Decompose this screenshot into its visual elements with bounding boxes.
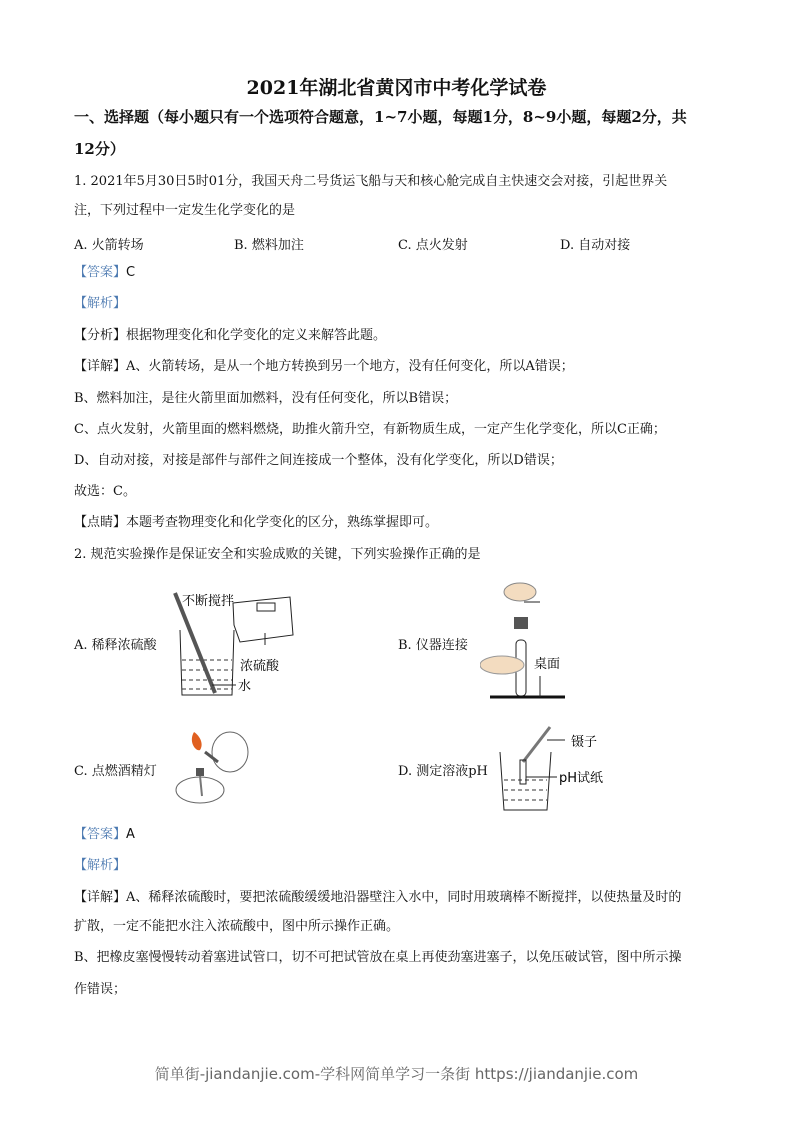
section-heading-cont: 12分） [74, 140, 125, 158]
q2-detail: B、把橡皮塞慢慢转动着塞进试管口，切不可把试管放在桌上再使劲塞进塞子，以免压破试管，图中所示操 [74, 950, 682, 965]
label-desk: 桌面 [534, 657, 561, 672]
alcohol-lamp-figure [160, 722, 260, 812]
q2-option-d: D. 测定溶液pH [398, 764, 488, 779]
q2-option-a: A. 稀释浓硫酸 [74, 638, 157, 653]
q1-answer [74, 264, 135, 282]
page-title: 2021年湖北省黄冈市中考化学试卷 [246, 77, 547, 99]
answer-value: A [126, 827, 135, 842]
ph-test-figure [495, 722, 615, 814]
answer-tag: 【答案】 [74, 265, 127, 280]
q2-option-c: C. 点燃酒精灯 [74, 764, 157, 779]
label-tweezers: 镊子 [571, 735, 598, 750]
instrument-connect-figure [480, 580, 580, 705]
q1-comment: 【点睛】本题考查物理变化和化学变化的区分，熟练掌握即可。 [74, 515, 439, 530]
q2-stem: 2. 规范实验操作是保证安全和实验成败的关键，下列实验操作正确的是 [74, 547, 481, 562]
q1-detail: B、燃料加注，是往火箭里面加燃料，没有任何变化，所以B错误； [74, 391, 458, 406]
q1-stem: 1. 2021年5月30日5时01分，我国天舟二号货运飞船与天和核心舱完成自主快速交会对接，引起世界关 [74, 174, 668, 189]
q2-detail: 作错误； [74, 982, 127, 997]
q2-answer [74, 826, 135, 844]
q1-fenxi: 【分析】根据物理变化和化学变化的定义来解答此题。 [74, 328, 387, 343]
answer-value: C [126, 265, 136, 280]
label-stir: 不断搅拌 [182, 594, 235, 609]
q2-option-b: B. 仪器连接 [398, 638, 468, 653]
q1-option-b: B. 燃料加注 [234, 238, 304, 253]
dilute-acid-figure [160, 585, 300, 700]
q1-analysis-tag: 【解析】 [74, 296, 127, 311]
q2-detail: 扩散，一定不能把水注入浓硫酸中，图中所示操作正确。 [74, 919, 400, 934]
label-ph-paper: pH试纸 [559, 771, 604, 786]
footer-watermark: 简单街-jiandanjie.com-学科网简单学习一条街 https://jiandanjie.com [154, 1065, 639, 1083]
q1-stem-cont: 注，下列过程中一定发生化学变化的是 [74, 203, 296, 218]
q1-option-a: A. 火箭转场 [74, 238, 144, 253]
label-acid: 浓硫酸 [240, 659, 280, 674]
q1-detail: 【详解】A、火箭转场，是从一个地方转换到另一个地方，没有任何变化，所以A错误； [74, 359, 574, 374]
q1-detail: D、自动对接，对接是部件与部件之间连接成一个整体，没有化学变化，所以D错误； [74, 453, 563, 468]
section-heading: 一、选择题（每小题只有一个选项符合题意，1~7小题，每题1分，8~9小题，每题2分，共 [74, 108, 687, 126]
answer-tag: 【答案】 [74, 827, 127, 842]
q1-option-d: D. 自动对接 [560, 238, 631, 253]
q2-detail: 【详解】A、稀释浓硫酸时，要把浓硫酸缓缓地沿器壁注入水中，同时用玻璃棒不断搅拌，以使热量及时的 [74, 890, 682, 905]
q1-detail: C、点火发射，火箭里面的燃料燃烧，助推火箭升空，有新物质生成，一定产生化学变化，所以C正确； [74, 422, 666, 437]
q1-option-c: C. 点火发射 [398, 238, 468, 253]
label-water: 水 [238, 679, 252, 694]
q1-conclusion: 故选：C。 [74, 484, 136, 499]
q2-analysis-tag: 【解析】 [74, 858, 127, 873]
